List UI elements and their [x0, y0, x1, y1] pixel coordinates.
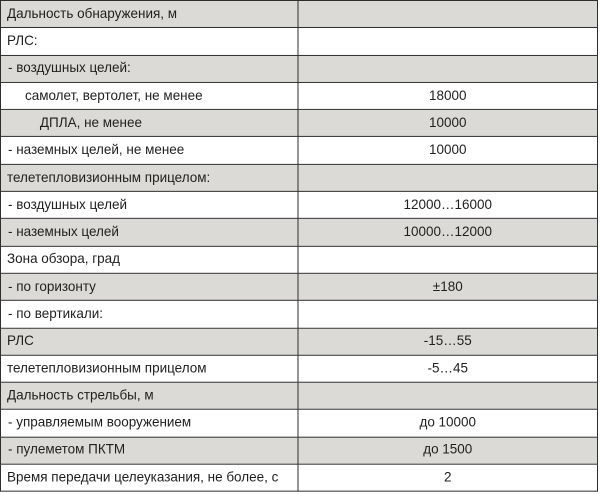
- table-row: [0, 464, 597, 491]
- parameter-value: 10000…12000: [298, 219, 597, 246]
- table-row: [0, 0, 597, 27]
- parameter-value: 2: [298, 464, 597, 491]
- parameter-label: РЛС: [0, 328, 298, 355]
- parameter-value: -15…55: [298, 328, 597, 355]
- parameter-value: 18000: [298, 82, 597, 109]
- parameter-label: - наземных целей: [0, 219, 298, 246]
- parameter-value: [298, 55, 597, 82]
- parameter-label: Дальность обнаружения, м: [0, 0, 298, 27]
- parameter-value: до 10000: [298, 410, 597, 437]
- parameter-value: 12000…16000: [298, 191, 597, 218]
- table-row: [0, 28, 597, 55]
- table-row: [0, 55, 597, 82]
- table-row: [0, 437, 597, 464]
- parameter-label: - воздушных целей: [0, 191, 298, 218]
- parameter-label: самолет, вертолет, не менее: [0, 82, 298, 109]
- table-row: [0, 164, 597, 191]
- parameter-label: Зона обзора, град: [0, 246, 298, 273]
- parameter-label: - воздушных целей:: [0, 55, 298, 82]
- table-row: [0, 410, 597, 437]
- parameter-value: [298, 28, 597, 55]
- table-row: [0, 328, 597, 355]
- table-row: [0, 191, 597, 218]
- parameter-label: - по горизонту: [0, 273, 298, 300]
- parameter-label: - наземных целей, не менее: [0, 137, 298, 164]
- table-row: [0, 301, 597, 328]
- parameter-label: ДПЛА, не менее: [0, 110, 298, 137]
- table-row: [0, 246, 597, 273]
- parameter-label: телетепловизионным прицелом: [0, 355, 298, 382]
- parameter-value: 10000: [298, 137, 597, 164]
- parameter-label: телетепловизионным прицелом:: [0, 164, 298, 191]
- parameter-value: [298, 164, 597, 191]
- parameter-label: - по вертикали:: [0, 301, 298, 328]
- parameter-label: - управляемым вооружением: [0, 410, 298, 437]
- parameter-value: до 1500: [298, 437, 597, 464]
- parameter-value: 10000: [298, 110, 597, 137]
- parameter-label: Время передачи целеуказания, не более, с: [0, 464, 298, 491]
- parameter-label: - пулеметом ПКТМ: [0, 437, 298, 464]
- parameter-value: [298, 301, 597, 328]
- parameter-value: [298, 382, 597, 409]
- table-row: [0, 110, 597, 137]
- parameter-label: РЛС:: [0, 28, 298, 55]
- parameter-label: Дальность стрельбы, м: [0, 382, 298, 409]
- table-row: [0, 273, 597, 300]
- parameter-value: -5…45: [298, 355, 597, 382]
- parameter-value: ±180: [298, 273, 597, 300]
- table-row: [0, 137, 597, 164]
- table-row: [0, 219, 597, 246]
- parameter-value: [298, 246, 597, 273]
- table-row: [0, 382, 597, 409]
- table-row: [0, 82, 597, 109]
- parameter-value: [298, 0, 597, 27]
- table-row: [0, 355, 597, 382]
